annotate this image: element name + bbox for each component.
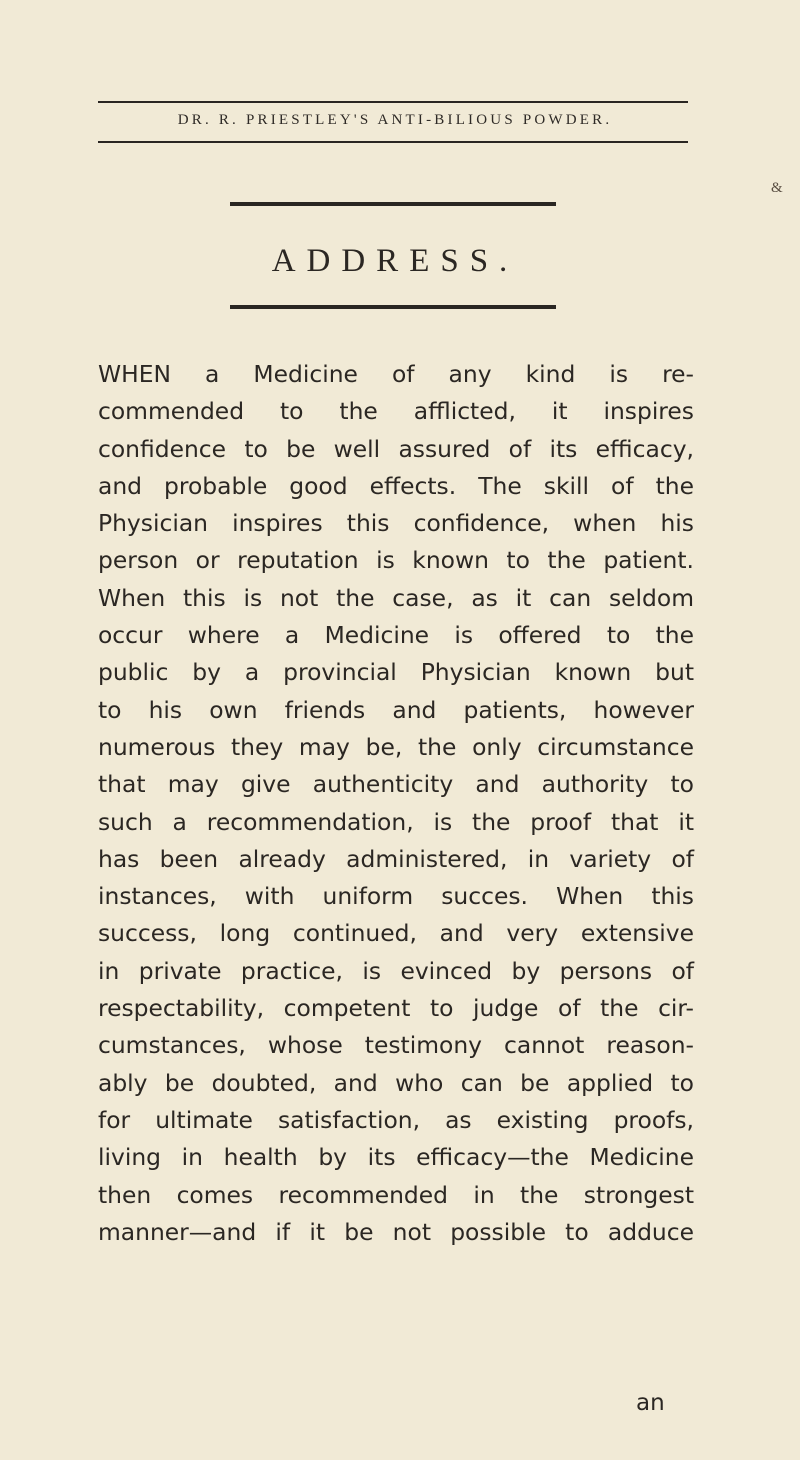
body-line: in private practice, is evinced by persons of [98, 956, 694, 985]
body-line: living in health by its efficacy—the Medicine [98, 1143, 694, 1172]
body-line: confidence to be well assured of its efficacy, [98, 434, 694, 463]
body-line: manner—and if it be not possible to adduce [98, 1217, 694, 1246]
body-line: such a recommendation, is the proof that it [98, 807, 694, 836]
body-line: that may give authenticity and authority to [98, 770, 694, 799]
body-line: Physician inspires this confidence, when his [98, 509, 694, 538]
heading-rule-bottom [230, 305, 556, 309]
body-line: then comes recommended in the strongest [98, 1180, 694, 1209]
body-line: respectability, competent to judge of the cir- [98, 994, 694, 1023]
body-line: person or reputation is known to the patient. [98, 546, 694, 575]
running-head: DR. R. PRIESTLEY'S ANTI-BILIOUS POWDER. [177, 112, 613, 128]
body-line: public by a provincial Physician known but [98, 658, 694, 687]
top-rule [98, 101, 688, 103]
body-line: has been already administered, in variety of [98, 844, 694, 873]
body-line: instances, with uniform succes. When this [98, 882, 694, 911]
body-line: for ultimate satisfaction, as existing proofs, [98, 1105, 694, 1134]
printer-mark: & [771, 180, 783, 196]
body-line: occur where a Medicine is offered to the [98, 621, 694, 650]
catchword: an [636, 1390, 665, 1416]
body-line: commended to the afflicted, it inspires [98, 397, 694, 426]
body-line: success, long continued, and very extensive [98, 919, 694, 948]
body-line: to his own friends and patients, however [98, 695, 694, 724]
body-line: WHEN a Medicine of any kind is re- [98, 360, 694, 388]
body-line: ably be doubted, and who can be applied to [98, 1068, 694, 1097]
body-line: cumstances, whose testimony cannot reason- [98, 1031, 694, 1060]
body-line: When this is not the case, as it can seldom [98, 583, 694, 612]
top-rule-lower [98, 141, 688, 143]
section-heading: ADDRESS. [271, 243, 519, 279]
heading-rule-top [230, 202, 556, 206]
body-text [98, 356, 694, 1251]
body-line: and probable good effects. The skill of the [98, 471, 694, 500]
body-line: numerous they may be, the only circumstance [98, 732, 694, 761]
